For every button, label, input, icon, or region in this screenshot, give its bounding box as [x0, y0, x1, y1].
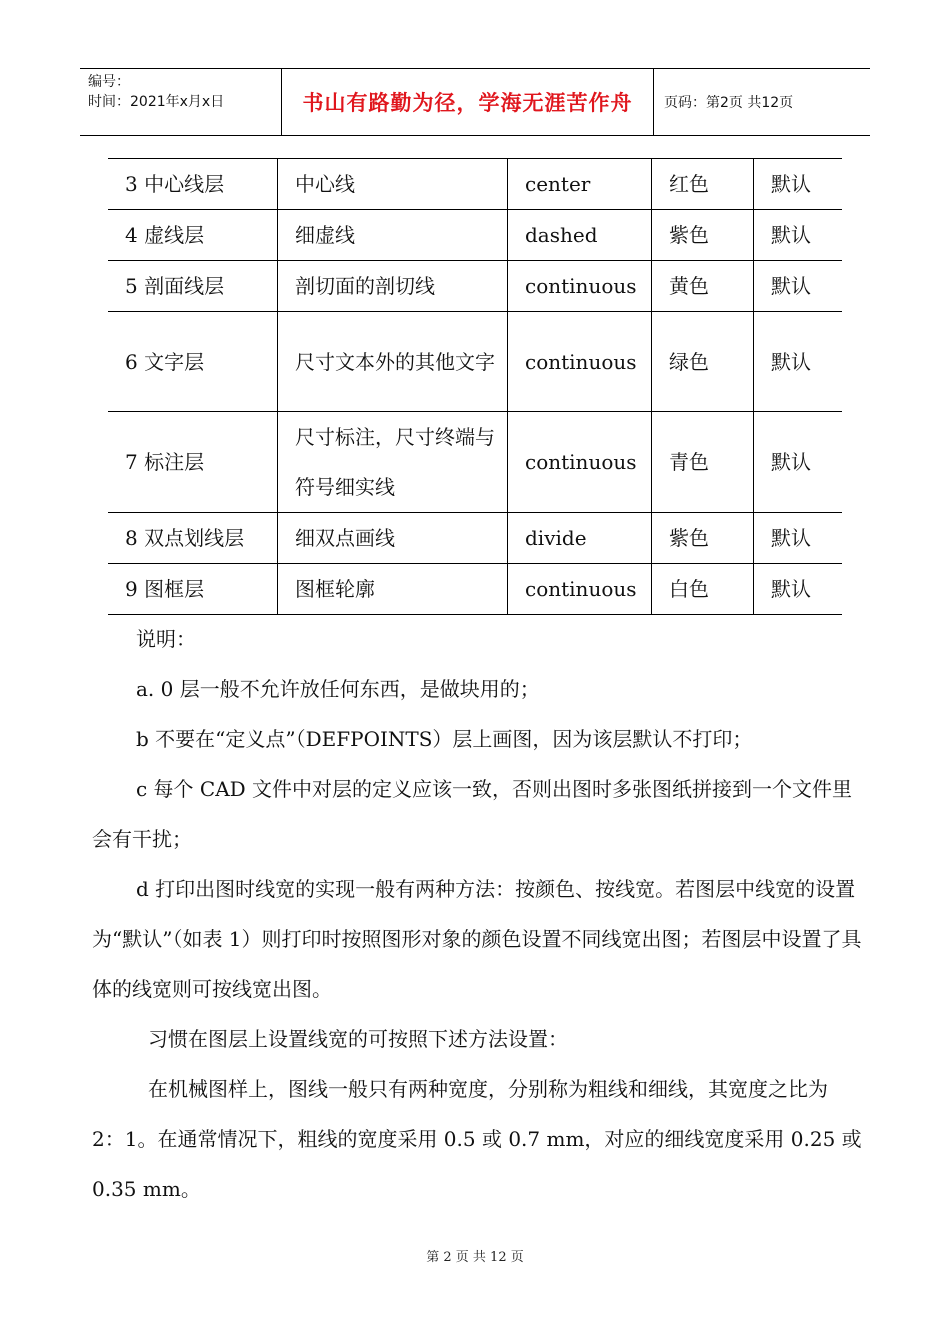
header-time-label: 时间：2021年x月x日: [88, 94, 225, 110]
layer-linetype-cell: continuous: [508, 412, 652, 513]
table-row: [108, 513, 842, 564]
layer-linetype-cell: divide: [508, 513, 652, 564]
header-page-info: 页码：第2页 共12页: [664, 95, 794, 111]
layer-use-cell: 中心线: [278, 159, 508, 210]
layer-width-cell: 默认: [754, 513, 843, 564]
layer-name-cell: 9 图框层: [108, 564, 278, 615]
note-title: 说明：: [136, 627, 196, 651]
note-item-a: a. 0 层一般不允许放任何东西，是做块用的；: [136, 677, 540, 701]
layer-name-cell: 8 双点划线层: [108, 513, 278, 564]
layer-use-cell: 剖切面的剖切线: [278, 261, 508, 312]
table-row: [108, 210, 842, 261]
table-row: [108, 412, 842, 513]
layer-use-cell: 细虚线: [278, 210, 508, 261]
layer-color-cell: 青色: [652, 412, 754, 513]
layer-width-cell: 默认: [754, 564, 843, 615]
layer-table: [108, 158, 842, 615]
header-motto: 书山有路勤为径，学海无涯苦作舟: [282, 69, 654, 135]
layer-width-cell: 默认: [754, 159, 843, 210]
layer-name-cell: 4 虚线层: [108, 210, 278, 261]
layer-name-cell: 5 剖面线层: [108, 261, 278, 312]
layer-linetype-cell: center: [508, 159, 652, 210]
layer-color-cell: 白色: [652, 564, 754, 615]
note-item-d: d 打印出图时线宽的实现一般有两种方法：按颜色、按线宽。若图层中线宽的设置为“默认”（如表 1）则打印时按照图形对象的颜色设置不同线宽出图；若图层中设置了具体的线宽则可按线宽出图。: [92, 877, 862, 1001]
table-row: [108, 261, 842, 312]
layer-linetype-cell: continuous: [508, 261, 652, 312]
layer-name-cell: 3 中心线层: [108, 159, 278, 210]
layer-color-cell: 绿色: [652, 312, 754, 412]
mechanical-paragraph: 在机械图样上，图线一般只有两种宽度，分别称为粗线和细线，其宽度之比为 2：1。在通常情况下，粗线的宽度采用 0.5 或 0.7 mm，对应的细线宽度采用 0.25 或 0.35 mm。: [92, 1077, 862, 1201]
layer-color-cell: 黄色: [652, 261, 754, 312]
layer-linetype-cell: dashed: [508, 210, 652, 261]
page-footer: 第 2 页 共 12 页: [426, 1250, 524, 1265]
table-row: [108, 159, 842, 210]
layer-width-cell: 默认: [754, 412, 843, 513]
layer-color-cell: 红色: [652, 159, 754, 210]
layer-use-cell: 细双点画线: [278, 513, 508, 564]
table-row: [108, 564, 842, 615]
layer-use-cell: 图框轮廓: [278, 564, 508, 615]
layer-width-cell: 默认: [754, 261, 843, 312]
header-number-label: 编号：: [88, 74, 130, 90]
layer-use-cell: 尺寸文本外的其他文字: [278, 312, 508, 412]
layer-linetype-cell: continuous: [508, 312, 652, 412]
page-header: [80, 68, 870, 136]
note-item-c: c 每个 CAD 文件中对层的定义应该一致，否则出图时多张图纸拼接到一个文件里会有干扰；: [92, 777, 853, 851]
layer-name-cell: 7 标注层: [108, 412, 278, 513]
layer-color-cell: 紫色: [652, 210, 754, 261]
layer-width-cell: 默认: [754, 312, 843, 412]
layer-linetype-cell: continuous: [508, 564, 652, 615]
note-item-b: b 不要在“定义点”（DEFPOINTS）层上画图，因为该层默认不打印；: [136, 727, 753, 751]
layer-use-cell: 尺寸标注，尺寸终端与符号细实线: [278, 412, 508, 513]
header-meta: [80, 69, 282, 135]
layer-width-cell: 默认: [754, 210, 843, 261]
layer-name-cell: 6 文字层: [108, 312, 278, 412]
layer-color-cell: 紫色: [652, 513, 754, 564]
table-row: [108, 312, 842, 412]
habit-paragraph: 习惯在图层上设置线宽的可按照下述方法设置：: [148, 1027, 568, 1051]
